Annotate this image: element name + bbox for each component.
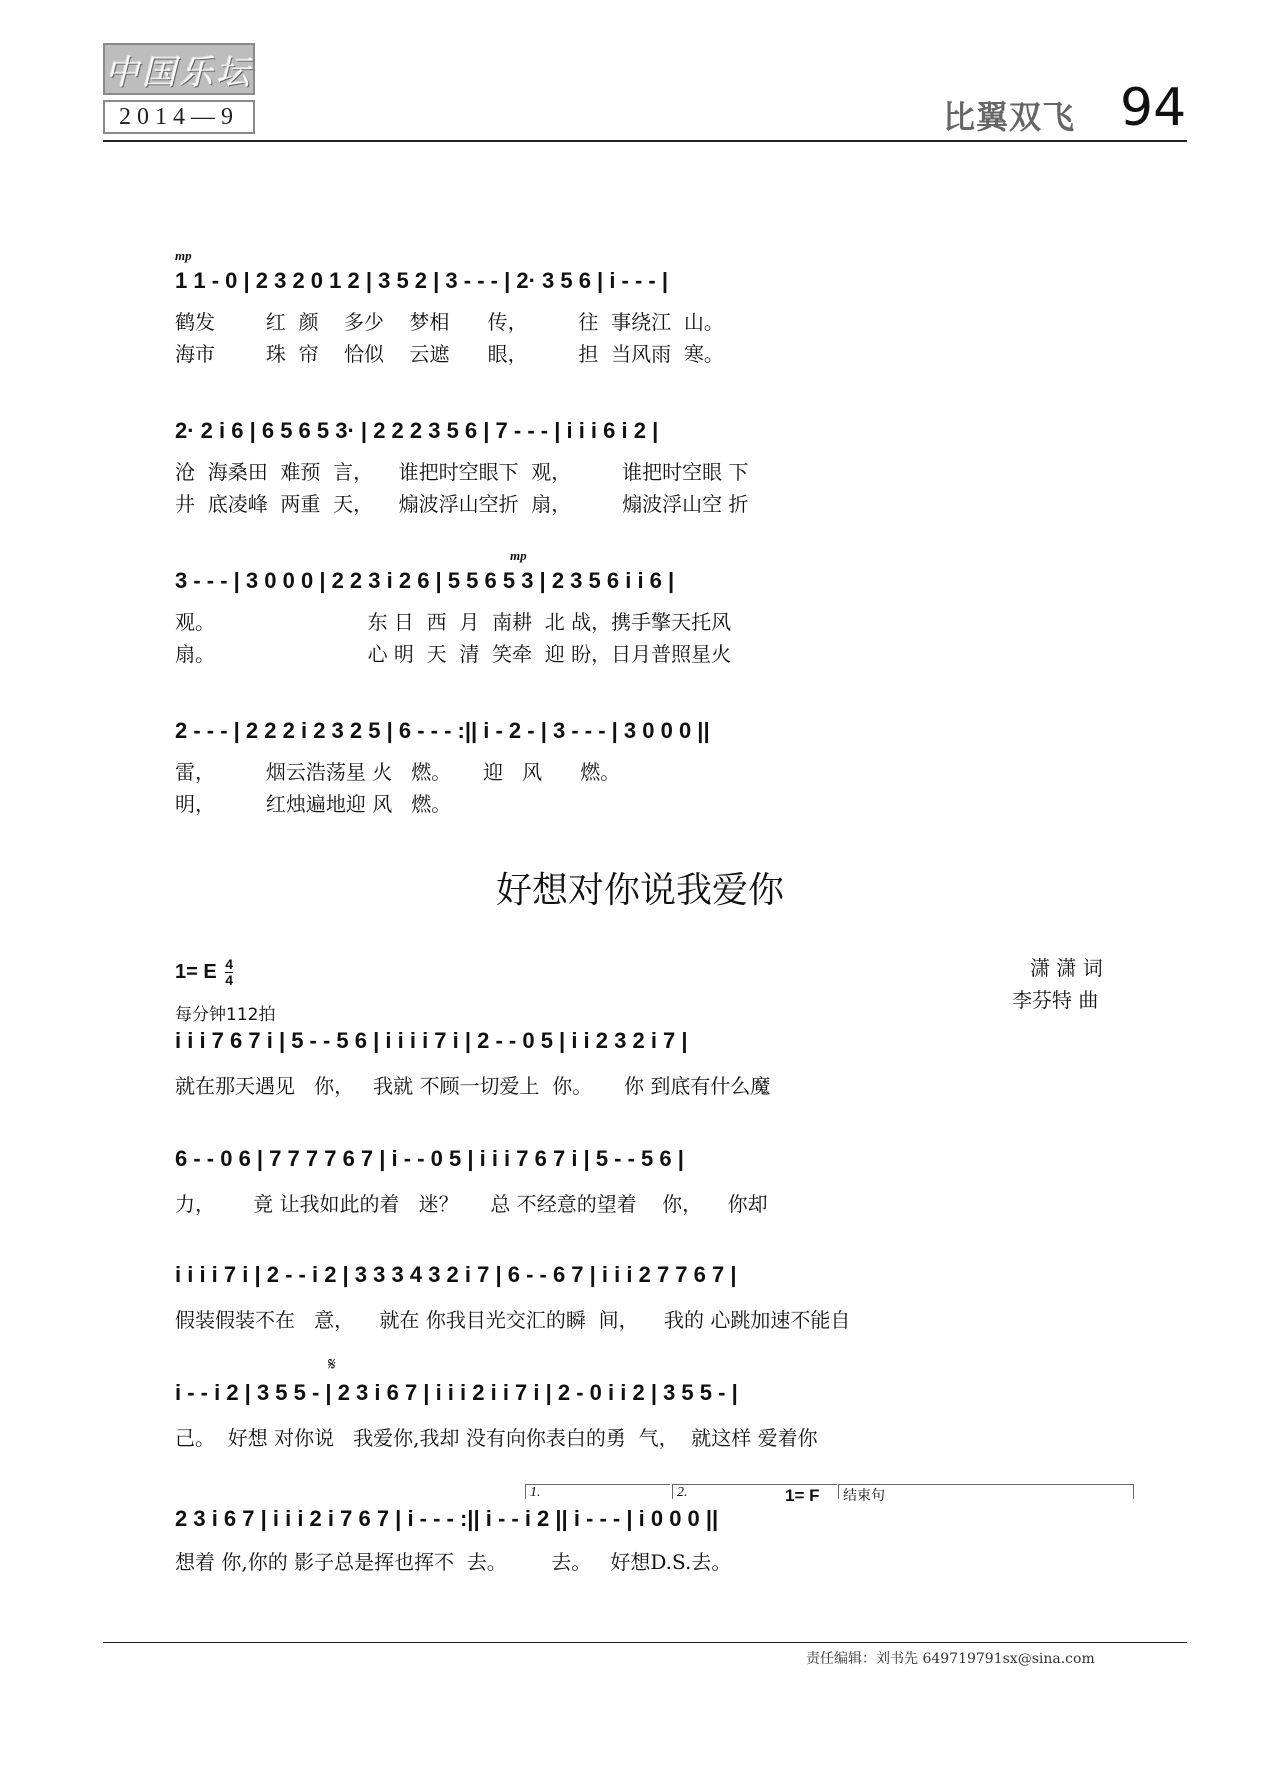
lyrics: 想着 你,你的 影子总是挥也挥不 去。 去。 好想D.S.去。 [175,1550,732,1574]
dynamic-mark: mp [175,248,192,263]
lyrics: 力， 竟 让我如此的着 迷？ 总 不经意的望着 你， 你却 [175,1192,768,1216]
lyrics-verse-2: 扇。 心 明 天 清 笑牵 迎 盼，日月普照星火 [175,642,732,666]
footer-divider [103,1642,1187,1643]
notation: 3 - - - | 3 0 0 0 | 2 2 3 i 2 6 | 5 5 6 5 3 | 2 3 5 6 i i 6 | [175,568,675,593]
tempo: 每分钟112拍 [175,1005,276,1025]
volta-1: 1. [525,1484,670,1499]
notation: 2 3 i 6 7 | i i i 2 i 7 6 7 | i - - - :|| i - - i 2 || i - - - | i 0 0 0 || [175,1506,719,1531]
lyrics: 假装假装不在 意， 就在 你我目光交汇的瞬 间， 我的 心跳加速不能自 [175,1308,851,1332]
lyrics-verse-1: 雷， 烟云浩荡星 火 燃。 迎 风 燃。 [175,760,621,784]
notation: 2· 2 i 6 | 6 5 6 5 3· | 2 2 2 3 5 6 | 7 - - - | i i i 6 i 2 | [175,418,659,443]
time-signature [225,957,233,988]
lyrics-verse-1: 鹤发 红 颜 多少 梦相 传， 往 事绕江 山。 [175,310,724,334]
page-number: 94 [1120,78,1187,138]
lyrics-verse-1: 沧 海桑田 难预 言， 谁把时空眼下 观， 谁把时空眼 下 [175,460,749,484]
magazine-logo [103,43,255,95]
lyrics: 己。 好想 对你说 我爱你,我却 没有向你表白的勇 气， 就这样 爱着你 [175,1426,818,1450]
dynamic-mark: mp [510,548,527,563]
notation: i - - i 2 | 3 5 5 - | 2 3 i 6 7 | i i i 2 i i 7 i | 2 - 0 i i 2 | 3 5 5 - | [175,1380,738,1405]
section-title: 比翼双飞 [943,98,1076,136]
key-change: 1= F [785,1486,820,1505]
volta-2: 2. [672,1484,837,1499]
notation: i i i i 7 i | 2 - - i 2 | 3 3 3 4 3 2 i 7 | 6 - - 6 7 | i i i 2 7 7 6 7 | [175,1262,737,1287]
ending-label: 结束句 [838,1484,1134,1499]
notation: 6 - - 0 6 | 7 7 7 7 6 7 | i - - 0 5 | i i i 7 6 7 i | 5 - - 5 6 | [175,1146,684,1171]
notation: 1 1 - 0 | 2 3 2 0 1 2 | 3 5 2 | 3 - - - | 2· 3 5 6 | i - - - | [175,268,669,293]
time-sig-top: 4 [225,956,234,972]
lyrics-verse-2: 海市 珠 帘 恰似 云遮 眼， 担 当风雨 寒。 [175,342,724,366]
segno-icon: 𝄋 [328,1354,336,1375]
magazine-name: 中国乐坛 [105,52,253,93]
editor-credit: 责任编辑：刘书先 649719791sx@sina.com [806,1651,1095,1667]
composer: 李芬特 曲 [1012,988,1099,1012]
lyrics: 就在那天遇见 你， 我就 不顾一切爱上 你。 你 到底有什么魔 [175,1074,771,1098]
lyrics-verse-1: 观。 东 日 西 月 南耕 北 战，携手擎天托风 [175,610,732,634]
key-signature [175,957,233,988]
notation: i i i 7 6 7 i | 5 - - 5 6 | i i i i 7 i | 2 - - 0 5 | i i 2 3 2 i 7 | [175,1028,688,1053]
lyricist: 潇 潇 词 [1030,956,1103,980]
header-divider [103,140,1187,142]
time-sig-bottom: 4 [225,972,234,988]
notation: 2 - - - | 2 2 2 i 2 3 2 5 | 6 - - - :|| i - 2 - | 3 - - - | 3 0 0 0 || [175,718,710,743]
song-title: 好想对你说我爱你 [495,870,784,911]
lyrics-verse-2: 明， 红烛遍地迎 风 燃。 [175,792,452,816]
lyrics-verse-2: 井 底凌峰 两重 天， 煽波浮山空折 扇， 煽波浮山空 折 [175,492,749,516]
key-label: 1= E [175,960,217,983]
issue-number: 2014—9 [103,100,255,134]
